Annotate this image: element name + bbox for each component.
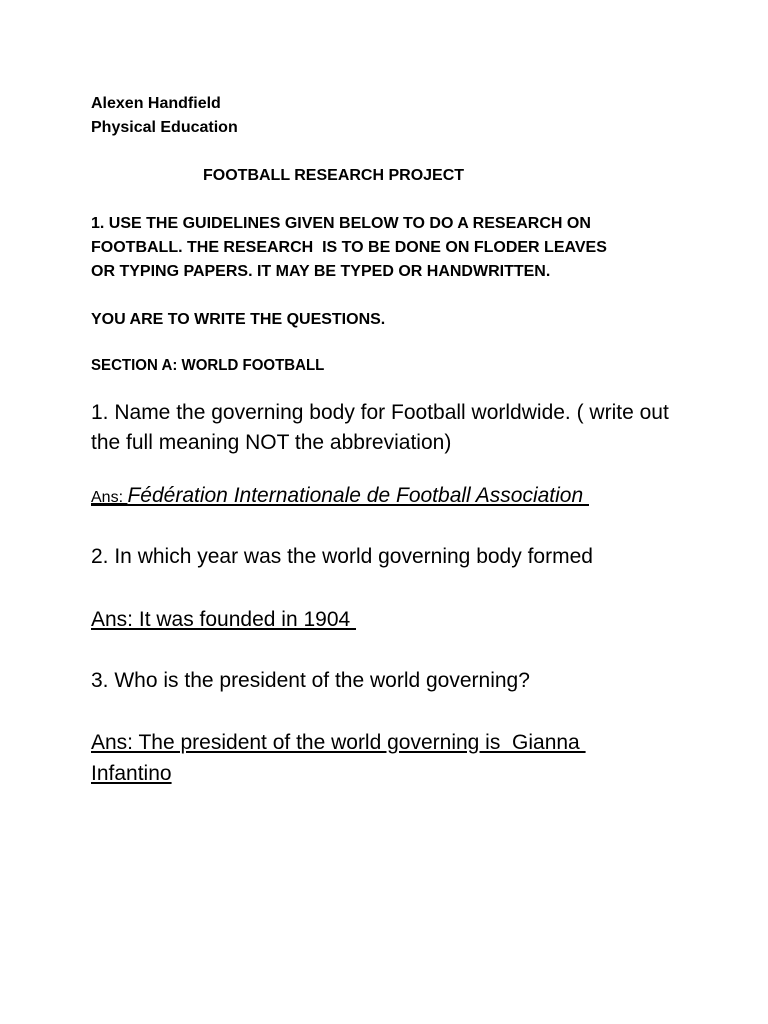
instructions-paragraph bbox=[91, 212, 691, 284]
answer-3-line-1: Ans: The president of the world governing is Gianna bbox=[91, 731, 586, 754]
answer-3-line-2: Infantino bbox=[91, 762, 172, 785]
question-line: 3. Who is the president of the world governing? bbox=[91, 669, 530, 692]
document-title: FOOTBALL RESEARCH PROJECT bbox=[203, 167, 465, 184]
answer-prefix: Ans: bbox=[91, 489, 128, 506]
question-line: 1. Name the governing body for Football worldwide. ( write out bbox=[91, 401, 669, 424]
instructions-note: YOU ARE TO WRITE THE QUESTIONS. bbox=[91, 311, 386, 328]
section-heading: SECTION A: WORLD FOOTBALL bbox=[91, 357, 325, 374]
question-line: the full meaning NOT the abbreviation) bbox=[91, 431, 452, 454]
answer-1 bbox=[91, 480, 589, 513]
question-2 bbox=[91, 542, 731, 572]
instructions-line: OR TYPING PAPERS. IT MAY BE TYPED OR HANDWRITTEN. bbox=[91, 263, 551, 280]
answer-2: Ans: It was founded in 1904 bbox=[91, 608, 357, 631]
question-1 bbox=[91, 398, 731, 458]
subject-name: Physical Education bbox=[91, 119, 238, 136]
instructions-line: FOOTBALL. THE RESEARCH IS TO BE DONE ON FLODER LEAVES bbox=[91, 239, 607, 256]
question-3 bbox=[91, 666, 731, 696]
question-line: 2. In which year was the world governing body formed bbox=[91, 545, 593, 568]
instructions-line: 1. USE THE GUIDELINES GIVEN BELOW TO DO A RESEARCH ON bbox=[91, 215, 591, 232]
author-name: Alexen Handfield bbox=[91, 95, 221, 112]
answer-text: Fédération Internationale de Football Association bbox=[127, 484, 589, 507]
